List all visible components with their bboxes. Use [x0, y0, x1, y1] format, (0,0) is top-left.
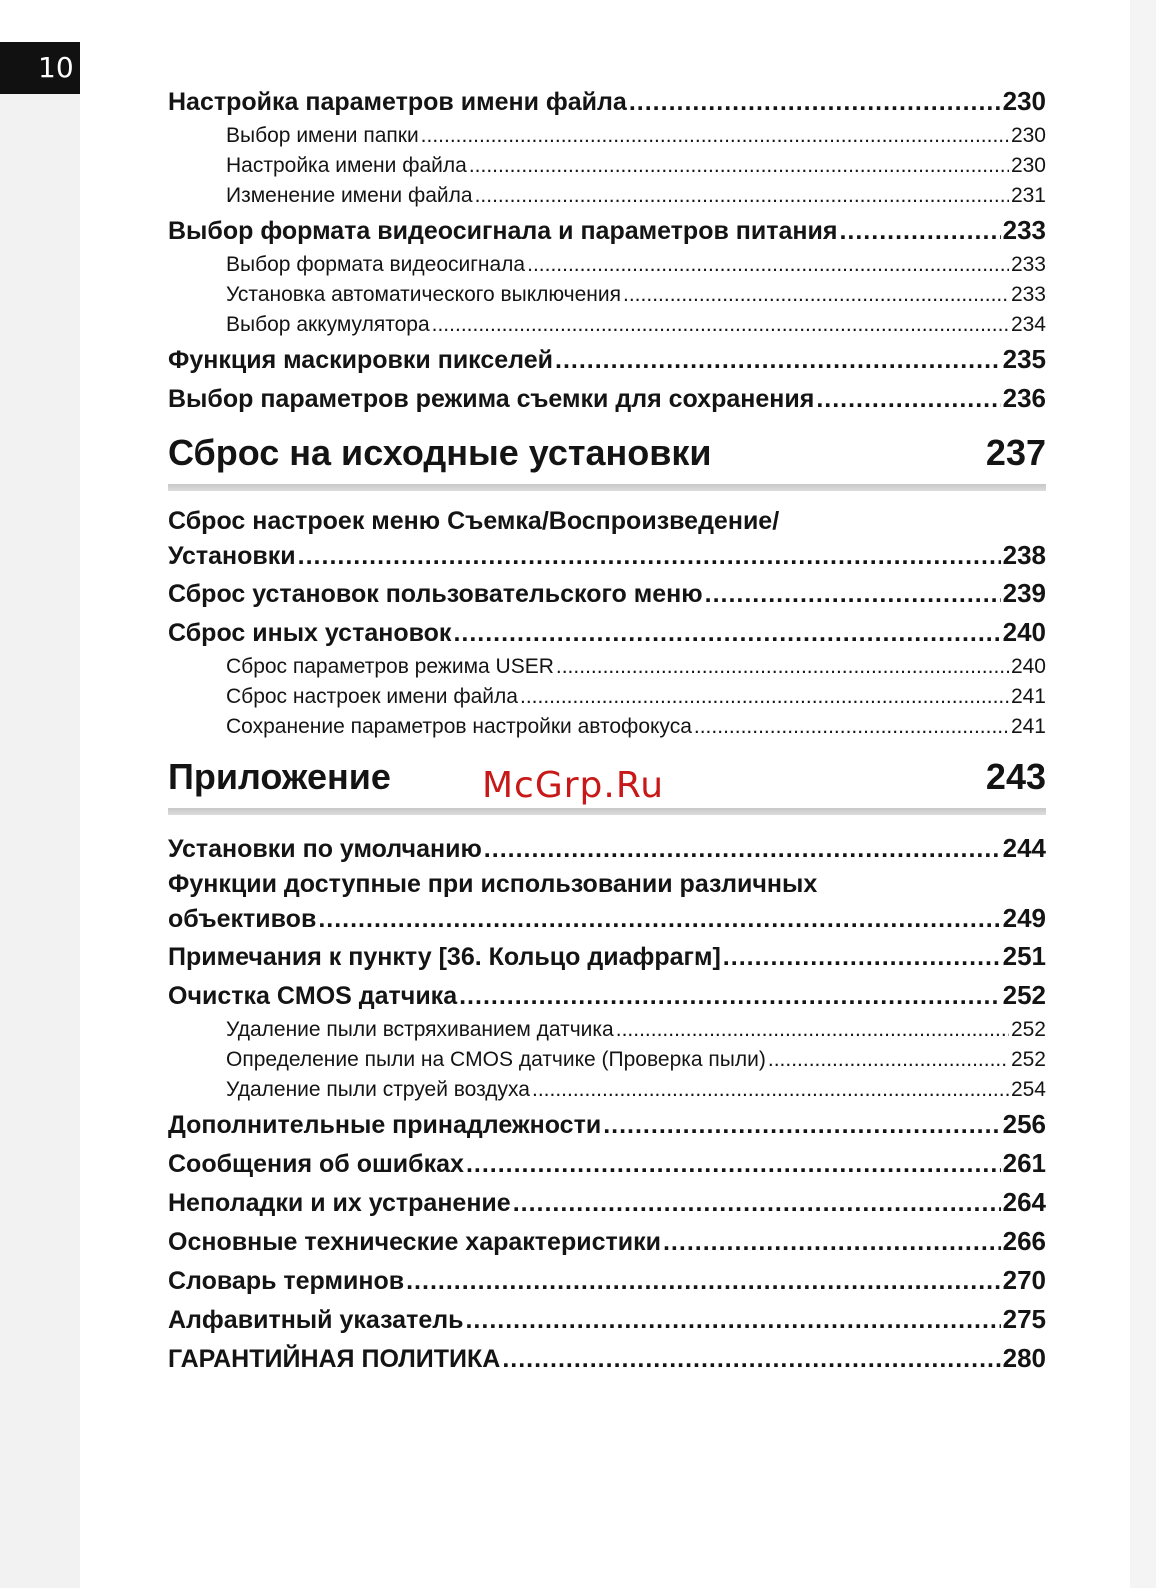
- toc-entry[interactable]: [168, 1261, 1046, 1300]
- toc-page-number: 234: [1010, 313, 1046, 336]
- toc-subentry[interactable]: [168, 310, 1046, 340]
- toc-entry-title: Изменение имени файла: [226, 184, 473, 207]
- toc-page-number: 252: [1010, 1048, 1046, 1071]
- table-of-contents: [168, 82, 1046, 1378]
- toc-page-number: 254: [1010, 1078, 1046, 1101]
- toc-page-number: 230: [1010, 124, 1046, 147]
- toc-block-appendix: [168, 937, 1046, 1378]
- toc-entry-line2-row: [168, 900, 1046, 937]
- toc-leader-dots: [629, 83, 1001, 121]
- toc-block-reset: [168, 574, 1046, 742]
- left-margin-strip: [0, 94, 80, 1588]
- toc-entry[interactable]: [168, 340, 1046, 379]
- toc-leader-dots: [839, 212, 1000, 250]
- toc-subentry[interactable]: [168, 121, 1046, 151]
- toc-page-number: 235: [1002, 344, 1046, 374]
- toc-page-number: 252: [1002, 980, 1046, 1010]
- toc-block-settings: [168, 82, 1046, 418]
- toc-page-number: 231: [1010, 184, 1046, 207]
- toc-page-number: 230: [1002, 86, 1046, 116]
- toc-page-number: 240: [1002, 617, 1046, 647]
- toc-subentry[interactable]: [168, 151, 1046, 181]
- toc-entry-line1: Функции доступные при использовании различных: [168, 870, 818, 898]
- toc-entry[interactable]: [168, 1300, 1046, 1339]
- toc-page-number: 236: [1002, 383, 1046, 413]
- toc-entry[interactable]: [168, 1183, 1046, 1222]
- toc-entry[interactable]: [168, 613, 1046, 652]
- toc-entry-title: Выбор аккумулятора: [226, 313, 430, 336]
- toc-entry-title: Выбор формата видеосигнала: [226, 253, 526, 276]
- toc-leader-dots: [705, 575, 1001, 613]
- toc-entry-title: Сброс иных установок: [168, 619, 452, 647]
- toc-page-number: 251: [1002, 941, 1046, 971]
- toc-leader-dots: [623, 280, 1009, 310]
- section-title: Приложение: [168, 756, 391, 797]
- toc-page-number: 241: [1010, 685, 1046, 708]
- toc-page-number: 252: [1010, 1018, 1046, 1041]
- toc-leader-dots: [484, 830, 1001, 868]
- toc-entry-title: Сброс параметров режима USER: [226, 655, 554, 678]
- toc-entry-title: Настройка параметров имени файла: [168, 88, 627, 116]
- toc-page-number: 264: [1002, 1187, 1046, 1217]
- toc-entry[interactable]: [168, 1339, 1046, 1378]
- toc-subentry[interactable]: [168, 1015, 1046, 1045]
- toc-entry-title: Настройка имени файла: [226, 154, 467, 177]
- toc-leader-dots: [816, 380, 1000, 418]
- toc-leader-dots: [465, 1301, 1000, 1339]
- toc-subentry[interactable]: [168, 280, 1046, 310]
- toc-entry[interactable]: [168, 1144, 1046, 1183]
- toc-entry-title: Удаление пыли встряхиванием датчика: [226, 1018, 614, 1041]
- toc-page-number: 233: [1010, 253, 1046, 276]
- toc-entry-line2-row: [168, 537, 1046, 574]
- toc-entry[interactable]: [168, 829, 1046, 868]
- section-divider: [168, 808, 1046, 815]
- toc-leader-dots: [527, 250, 1009, 280]
- toc-subentry[interactable]: [168, 712, 1046, 742]
- section-page: 237: [985, 432, 1046, 473]
- toc-leader-dots: [318, 901, 1000, 937]
- toc-entry-title: Дополнительные принадлежности: [168, 1111, 602, 1139]
- toc-page-number: 275: [1002, 1304, 1046, 1334]
- toc-page-number: 266: [1002, 1226, 1046, 1256]
- page-number-tab: [0, 42, 80, 94]
- toc-entry-title: Словарь терминов: [168, 1267, 405, 1295]
- toc-entry-title: Неполадки и их устранение: [168, 1189, 511, 1217]
- toc-leader-dots: [520, 682, 1009, 712]
- toc-entry-multiline[interactable]: [168, 505, 1046, 574]
- toc-leader-dots: [513, 1184, 1001, 1222]
- section-heading-reset[interactable]: [168, 432, 1046, 478]
- toc-entry[interactable]: [168, 937, 1046, 976]
- toc-page-number: 280: [1002, 1343, 1046, 1373]
- toc-leader-dots: [421, 121, 1009, 151]
- toc-page-number: 244: [1002, 833, 1046, 863]
- toc-entry[interactable]: [168, 379, 1046, 418]
- toc-page-number: 241: [1010, 715, 1046, 738]
- toc-leader-dots: [432, 310, 1009, 340]
- toc-leader-dots: [453, 614, 1000, 652]
- toc-entry-multiline[interactable]: [168, 868, 1046, 937]
- toc-entry-title: Выбор параметров режима съемки для сохранения: [168, 385, 815, 413]
- toc-entry-title: Примечания к пункту [36. Кольцо диафрагм]: [168, 943, 721, 971]
- toc-leader-dots: [694, 712, 1009, 742]
- toc-entry-title: Алфавитный указатель: [168, 1306, 464, 1334]
- toc-page-number: 230: [1010, 154, 1046, 177]
- toc-entry-title: Выбор формата видеосигнала и параметров питания: [168, 217, 838, 245]
- toc-subentry[interactable]: [168, 652, 1046, 682]
- toc-page-number: 249: [1002, 903, 1046, 933]
- toc-entry-line2: Установки: [168, 542, 296, 570]
- section-divider: [168, 484, 1046, 491]
- toc-entry-line1: Сброс настроек меню Съемка/Воспроизведение/: [168, 507, 780, 535]
- toc-leader-dots: [616, 1015, 1009, 1045]
- toc-leader-dots: [406, 1262, 1001, 1300]
- toc-page-number: 240: [1010, 655, 1046, 678]
- toc-leader-dots: [532, 1075, 1009, 1105]
- toc-entry-title: Выбор имени папки: [226, 124, 419, 147]
- toc-entry-title: Сообщения об ошибках: [168, 1150, 464, 1178]
- toc-entry[interactable]: [168, 1222, 1046, 1261]
- toc-subentry[interactable]: [168, 1075, 1046, 1105]
- toc-leader-dots: [556, 652, 1009, 682]
- toc-page-number: 256: [1002, 1109, 1046, 1139]
- section-title: Сброс на исходные установки: [168, 432, 712, 473]
- toc-entry-title: Очистка CMOS датчика: [168, 982, 458, 1010]
- toc-entry-title: ГАРАНТИЙНАЯ ПОЛИТИКА: [168, 1345, 501, 1373]
- toc-entry-title: Сохранение параметров настройки автофокуса: [226, 715, 692, 738]
- toc-entry-title: Основные технические характеристики: [168, 1228, 661, 1256]
- right-margin-strip: [1130, 0, 1156, 1588]
- watermark: McGrp.Ru: [482, 765, 665, 806]
- toc-entry[interactable]: [168, 211, 1046, 250]
- page-number: 10: [38, 51, 74, 84]
- toc-entry[interactable]: [168, 1105, 1046, 1144]
- toc-entry-title: Установка автоматического выключения: [226, 283, 622, 306]
- toc-page-number: 239: [1002, 578, 1046, 608]
- toc-page-number: 233: [1010, 283, 1046, 306]
- toc-page-number: 238: [1002, 540, 1046, 570]
- toc-leader-dots: [459, 977, 1001, 1015]
- section-page: 243: [985, 756, 1046, 797]
- toc-leader-dots: [663, 1223, 1001, 1261]
- toc-leader-dots: [466, 1145, 1001, 1183]
- toc-entry-title: Определение пыли на CMOS датчике (Проверка пыли): [226, 1048, 766, 1071]
- toc-subentry[interactable]: [168, 250, 1046, 280]
- toc-subentry[interactable]: [168, 682, 1046, 712]
- toc-entry[interactable]: [168, 976, 1046, 1015]
- toc-page-number: 261: [1002, 1148, 1046, 1178]
- toc-entry-line2: объективов: [168, 905, 317, 933]
- toc-leader-dots: [768, 1045, 1009, 1075]
- toc-leader-dots: [475, 181, 1009, 211]
- toc-entry[interactable]: [168, 82, 1046, 121]
- toc-leader-dots: [723, 938, 1001, 976]
- toc-leader-dots: [502, 1340, 1000, 1378]
- toc-entry-title: Сброс установок пользовательского меню: [168, 580, 703, 608]
- toc-leader-dots: [603, 1106, 1000, 1144]
- toc-leader-dots: [555, 341, 1001, 379]
- toc-entry-title: Функция маскировки пикселей: [168, 346, 553, 374]
- toc-page-number: 233: [1002, 215, 1046, 245]
- toc-entry-title: Установки по умолчанию: [168, 835, 482, 863]
- toc-subentry[interactable]: [168, 1045, 1046, 1075]
- toc-page-number: 270: [1002, 1265, 1046, 1295]
- toc-leader-dots: [298, 538, 1001, 574]
- toc-leader-dots: [469, 151, 1009, 181]
- toc-subentry[interactable]: [168, 181, 1046, 211]
- toc-entry-title: Сброс настроек имени файла: [226, 685, 518, 708]
- toc-entry[interactable]: [168, 574, 1046, 613]
- toc-entry-title: Удаление пыли струей воздуха: [226, 1078, 530, 1101]
